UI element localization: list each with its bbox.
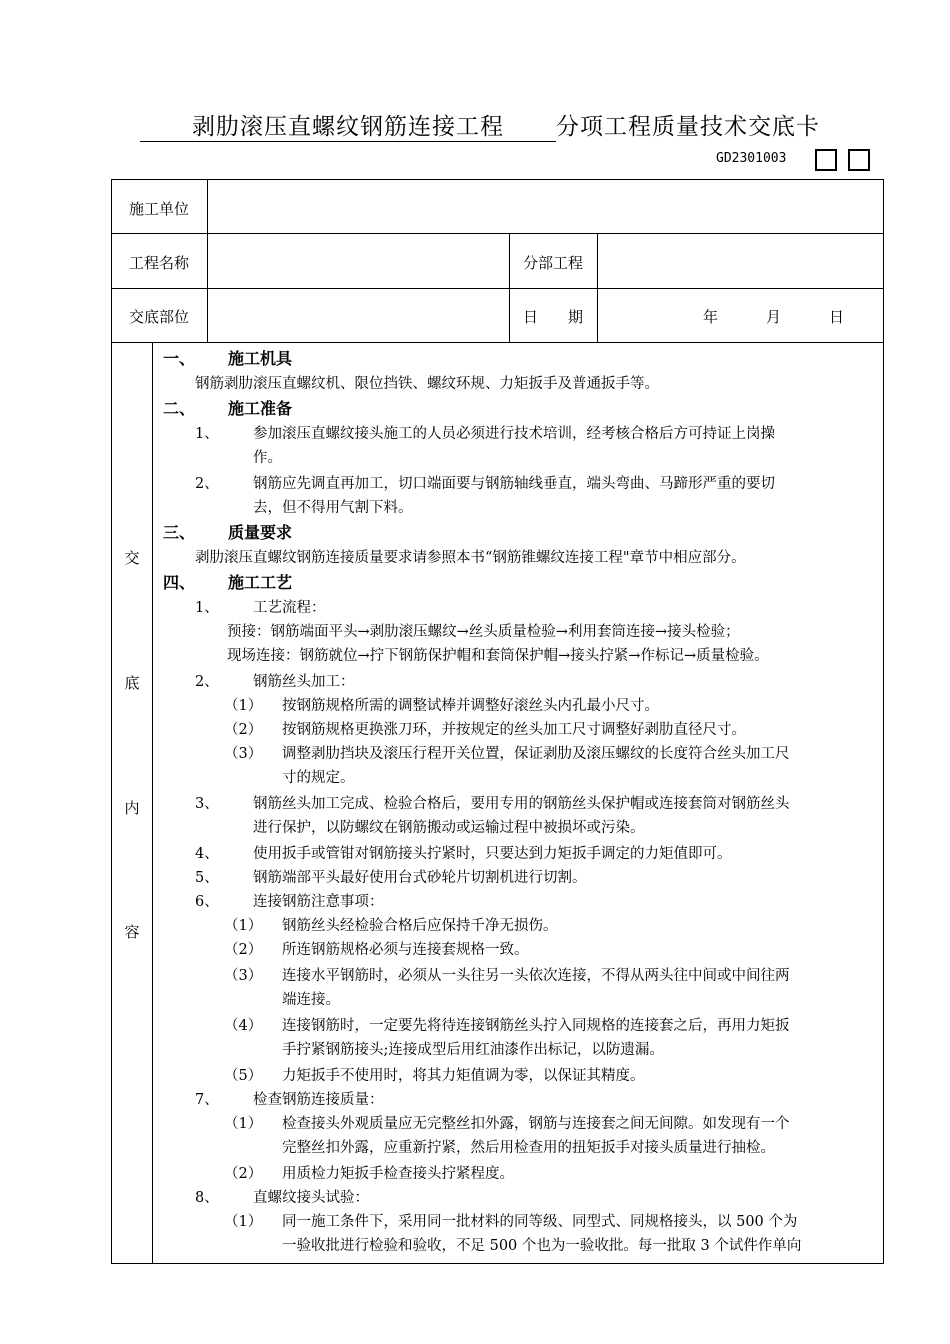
document-title xyxy=(140,108,820,142)
item-number: （1） xyxy=(224,698,263,714)
subproject-label: 分部工程 xyxy=(523,254,584,272)
document-code: GD2301003 xyxy=(716,151,787,166)
item-number: 3、 xyxy=(195,796,219,812)
paragraph: 所连钢筋规格必须与连接套规格一致。 xyxy=(282,942,529,958)
section-number: 二、 xyxy=(163,399,196,418)
paragraph: 参加滚压直螺纹接头施工的人员必须进行技术培训，经考核合格后方可持证上岗操 xyxy=(253,426,775,442)
paragraph: 钢筋应先调直再加工，切口端面要与钢筋轴线垂直，端头弯曲、马蹄形严重的要切 xyxy=(253,476,775,492)
item-number: 5、 xyxy=(195,870,219,886)
side-label-char: 容 xyxy=(124,923,140,941)
section-heading: 质量要求 xyxy=(228,523,293,542)
disclosure-content xyxy=(152,343,883,1263)
location-field[interactable] xyxy=(208,289,508,341)
location-label: 交底部位 xyxy=(129,308,190,326)
paragraph: 使用扳手或管钳对钢筋接头拧紧时，只要达到力矩扳手调定的力矩值即可。 xyxy=(253,846,732,862)
unit-label: 施工单位 xyxy=(129,200,190,218)
checkbox-2[interactable] xyxy=(848,149,870,171)
paragraph: 进行保护，以防螺纹在钢筋搬动或运输过程中被损坏或污染。 xyxy=(253,820,645,836)
disclosure-form-table xyxy=(111,179,884,1264)
date-day: 日 xyxy=(829,308,845,326)
paragraph: 预接：钢筋端面平头→剥肋滚压螺纹→丝头质量检验→利用套筒连接→接头检验； xyxy=(227,624,740,640)
item-number: （4） xyxy=(224,1018,263,1034)
item-number: 1、 xyxy=(195,600,219,616)
section-heading: 施工机具 xyxy=(228,349,293,368)
date-label: 日 期 xyxy=(523,308,584,326)
paragraph: 直螺纹接头试验： xyxy=(253,1190,369,1206)
paragraph: 按钢筋规格所需的调整试棒并调整好滚丝头内孔最小尺寸。 xyxy=(282,698,659,714)
title-suffix: 分项工程质量技术交底卡 xyxy=(556,114,820,140)
item-number: 7、 xyxy=(195,1092,219,1108)
item-number: （2） xyxy=(224,942,263,958)
col-divider xyxy=(509,233,510,342)
checkbox-1[interactable] xyxy=(815,149,837,171)
paragraph: 手拧紧钢筋接头;连接成型后用红油漆作出标记，以防遗漏。 xyxy=(282,1042,664,1058)
paragraph: 寸的规定。 xyxy=(282,770,355,786)
side-label-char: 内 xyxy=(124,799,140,817)
paragraph: 按钢筋规格更换涨刀环，并按规定的丝头加工尺寸调整好剥肋直径尺寸。 xyxy=(282,722,746,738)
paragraph: 现场连接：钢筋就位→拧下钢筋保护帽和套筒保护帽→接头拧紧→作标记→质量检验。 xyxy=(227,648,769,664)
paragraph: 钢筋丝头加工： xyxy=(253,674,355,690)
item-number: （1） xyxy=(224,1116,263,1132)
paragraph: 钢筋丝头加工完成、检验合格后，要用专用的钢筋丝头保护帽或连接套筒对钢筋丝头 xyxy=(253,796,790,812)
date-year: 年 xyxy=(703,308,719,326)
paragraph: 工艺流程： xyxy=(253,600,326,616)
item-number: （3） xyxy=(224,746,263,762)
item-number: 8、 xyxy=(195,1190,219,1206)
paragraph: 用质检力矩扳手检查接头拧紧程度。 xyxy=(282,1166,514,1182)
item-number: 4、 xyxy=(195,846,219,862)
section-heading: 施工准备 xyxy=(228,399,293,418)
item-number: （2） xyxy=(224,1166,263,1182)
unit-field[interactable] xyxy=(208,180,883,233)
subproject-field[interactable] xyxy=(598,234,883,287)
item-number: 1、 xyxy=(195,426,219,442)
section-number: 四、 xyxy=(163,573,196,592)
paragraph: 完整丝扣外露，应重新拧紧，然后用检查用的扭矩扳手对接头质量进行抽检。 xyxy=(282,1140,775,1156)
item-number: （5） xyxy=(224,1068,263,1084)
paragraph: 同一施工条件下，采用同一批材料的同等级、同型式、同规格接头，以 500 个为 xyxy=(282,1214,798,1230)
item-number: 2、 xyxy=(195,476,219,492)
side-label-char: 交 xyxy=(124,549,140,567)
item-number: （2） xyxy=(224,722,263,738)
paragraph: 力矩扳手不使用时，将其力矩值调为零，以保证其精度。 xyxy=(282,1068,645,1084)
item-number: （3） xyxy=(224,968,263,984)
item-number: 6、 xyxy=(195,894,219,910)
paragraph: 作。 xyxy=(253,450,282,466)
paragraph: 钢筋剥肋滚压直螺纹机、限位挡铁、螺纹环规、力矩扳手及普通扳手等。 xyxy=(195,376,659,392)
paragraph: 连接钢筋注意事项： xyxy=(253,894,384,910)
section-number: 一、 xyxy=(163,349,196,368)
paragraph: 一验收批进行检验和验收，不足 500 个也为一验收批。每一批取 3 个试件作单向 xyxy=(282,1238,802,1254)
item-number: 2、 xyxy=(195,674,219,690)
date-month: 月 xyxy=(766,308,782,326)
project-label: 工程名称 xyxy=(129,254,190,272)
title-project-name: 剥肋滚压直螺纹钢筋连接工程 xyxy=(140,108,556,142)
paragraph: 钢筋端部平头最好使用台式砂轮片切割机进行切割。 xyxy=(253,870,587,886)
paragraph: 钢筋丝头经检验合格后应保持千净无损伤。 xyxy=(282,918,558,934)
paragraph: 剥肋滚压直螺纹钢筋连接质量要求请参照本书“钢筋锥螺纹连接工程"章节中相应部分。 xyxy=(195,550,746,566)
paragraph: 连接钢筋时，一定要先将待连接钢筋丝头拧入同规格的连接套之后，再用力矩扳 xyxy=(282,1018,790,1034)
paragraph: 去，但不得用气割下料。 xyxy=(253,500,413,516)
section-number: 三、 xyxy=(163,523,196,542)
section-heading: 施工工艺 xyxy=(228,573,293,592)
paragraph: 端连接。 xyxy=(282,992,340,1008)
side-label-char: 底 xyxy=(124,674,140,692)
paragraph: 检查接头外观质量应无完整丝扣外露，钢筋与连接套之间无间隙。如发现有一个 xyxy=(282,1116,790,1132)
paragraph: 连接水平钢筋时，必须从一头往另一头依次连接，不得从两头往中间或中间往两 xyxy=(282,968,790,984)
paragraph: 检查钢筋连接质量： xyxy=(253,1092,384,1108)
item-number: （1） xyxy=(224,918,263,934)
item-number: （1） xyxy=(224,1214,263,1230)
paragraph: 调整剥肋挡块及滚压行程开关位置，保证剥肋及滚压螺纹的长度符合丝头加工尺 xyxy=(282,746,790,762)
project-field[interactable] xyxy=(208,234,508,287)
